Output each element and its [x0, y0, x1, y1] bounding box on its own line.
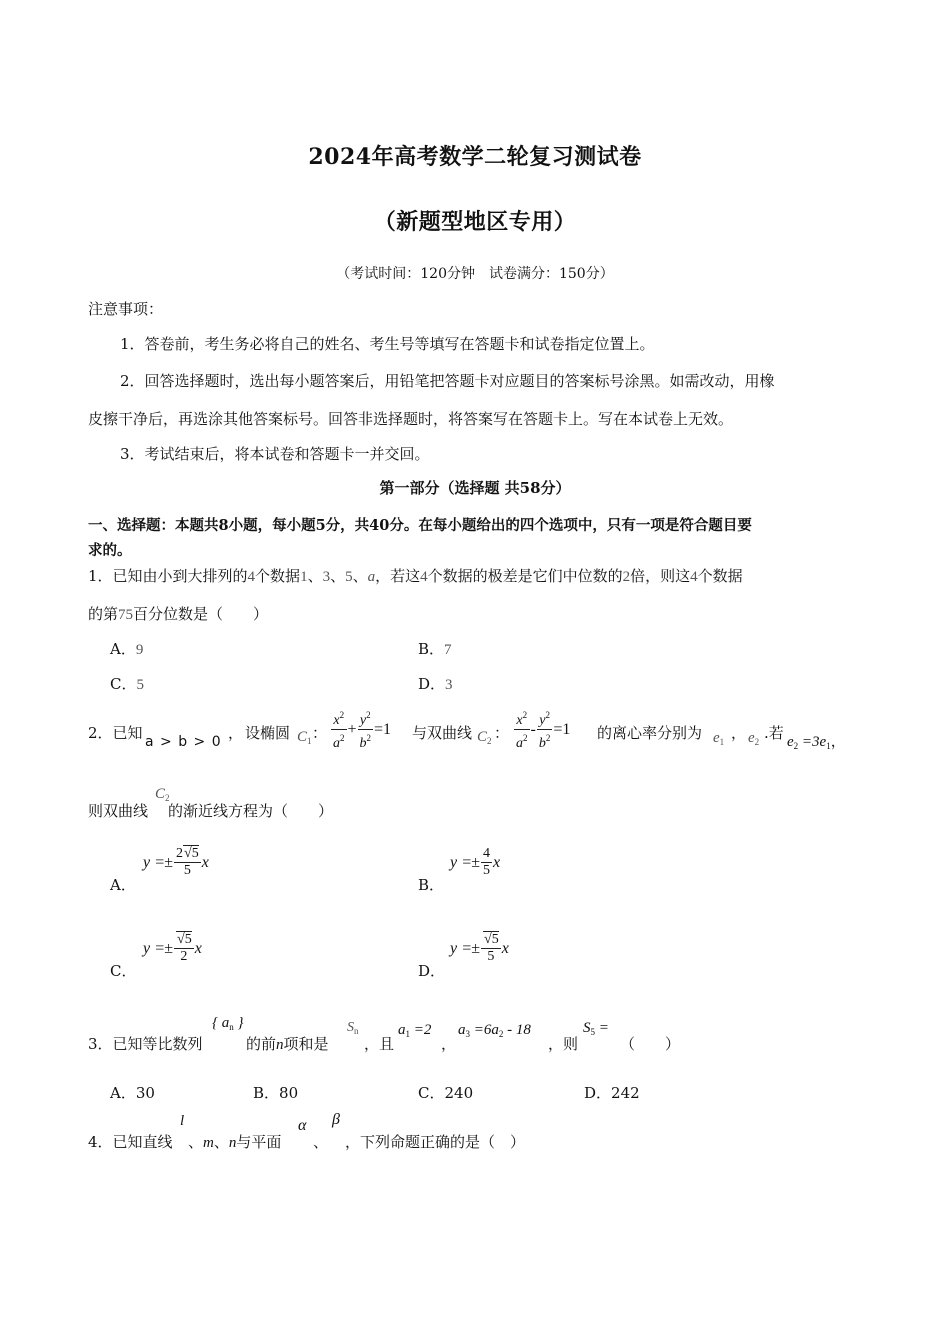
ellipse-equation: $\frac{x^2}{a^2}$ + $\frac{y^2}{b^2}$ =1 — [330, 707, 391, 752]
condition-a1: $a_1 =2$ — [398, 1022, 432, 1039]
condition-a3: $a_3 =6a_2 - 18$ — [458, 1022, 531, 1039]
question-1-option-a[interactable]: A．9 — [110, 640, 144, 658]
sum-sn: $S_n$ — [347, 1020, 359, 1036]
question-1-line-1: 1．已知由小到大排列的4个数据1、3、5、a，若这4个数据的极差是它们中位数的2倍，则这4个数据 — [88, 567, 743, 585]
question-3-option-a[interactable]: A．30 — [110, 1084, 155, 1102]
question-2-option-a-label[interactable]: A． — [110, 876, 136, 894]
question-1-line-2: 的第75百分位数是（ ） — [88, 605, 269, 623]
part-heading: 第一部分（选择题 共58分） — [379, 479, 571, 497]
question-2-condition: a > b > 0 — [145, 734, 222, 750]
question-3-comma: ， — [441, 1035, 457, 1053]
target-s5: $S_5$ = — [583, 1020, 609, 1037]
page-subtitle: （新题型地区专用） — [373, 209, 577, 235]
sequence-an: { $a_n$ } — [212, 1015, 244, 1032]
question-4-mid: 、m、n与平面 — [188, 1133, 282, 1151]
eccentricity-e1: $e_1$ — [713, 730, 725, 747]
exam-page: 2024年高考数学二轮复习测试卷 （新题型地区专用） （考试时间：120分钟 试卷满分：150分） 注意事项： 1．答卷前，考生务必将自己的姓名、考生号等填写在答题卡和试卷指定位置上。 2．回答选择题时，选出每小题答案后，用铅笔把答题卡对应题目的答案标号涂黑。如需改动，用橡 皮擦干净后，再选涂其他答案标号。回答非选择题时，将答案写在答题卡上。写在本试卷上无效。 3．考试结束后，将本试卷和答题卡一并交回。 第一部分（选择题 共58分） 一、选择题：本题共8小题，每小题5分，共40分。在每小题给出的四个选项中，只有一项是符合题目要 求的。 1．已知由小到大排列的4个数据1、3、5、a，若这4个数据的极差是它们中位数的2倍，则这4个数据 的第75百分位数是（ ） A．9 B．7 C．5 D．3 2．已知 a > b > 0 ， 设椭圆 $C_1$ ： $\frac{x^2}{a^2}$ + $\frac{y^2}{b^2}$ =1 与双曲线 $C_2$ ： $\frac{x^2}{a^2}$ - $\frac{y^2}{b^2}$ =1 的离心率分别为 $e_1$ ， $e_2$ .若 $e_2 =3e_1$， $C_2$ 则双曲线 的渐近线方程为（ ） A． y =± $\frac{2√5}{5}$ x B． y =± $\frac{4}{5}$ x C． y =± $\frac{√5}{2}$ x D． y =± $\frac{√5}{5}$ x 3．已知等比数列 { $a_n$ } 的前n项和是 $S_n$ ，且 $a_1 =2$ ， $a_3 =6a_2 - 18$ ，则 $S_5$ = （ ） A．30 B．80 C．240 D．242 4．已知直线 l 、m、n与平面 α 、 β ，下列命题正确的是（ ） — [0, 0, 950, 1344]
question-2-line-2: 则双曲线 的渐近线方程为（ ） — [88, 802, 334, 820]
section-heading-line-2: 求的。 — [88, 542, 132, 559]
question-2-option-c-label[interactable]: C． — [110, 962, 137, 980]
note-item-1: 1．答卷前，考生务必将自己的姓名、考生号等填写在答题卡和试卷指定位置上。 — [120, 335, 655, 353]
notes-heading: 注意事项： — [88, 300, 164, 318]
question-3-then: ，则 — [548, 1035, 579, 1053]
question-2-hyper-text: 与双曲线 — [412, 724, 473, 742]
question-3-and: ，且 — [364, 1035, 395, 1053]
question-2-option-a[interactable]: y =± $\frac{2√5}{5}$ x — [143, 846, 209, 878]
question-3-option-c[interactable]: C．240 — [418, 1084, 474, 1102]
eccentricity-e2: $e_2$ — [748, 730, 760, 747]
question-2-ellipse-text: 设椭圆 — [245, 724, 291, 742]
question-1-option-b[interactable]: B．7 — [418, 640, 452, 658]
question-2-option-d[interactable]: y =± $\frac{√5}{5}$ x — [450, 932, 509, 964]
question-3-option-d[interactable]: D．242 — [584, 1084, 640, 1102]
ellipse-c1: $C_1$ — [297, 729, 312, 746]
note-item-2-line-2: 皮擦干净后，再选涂其他答案标号。回答非选择题时，将答案写在答题卡上。写在本试卷上无效。 — [88, 410, 734, 428]
question-3-option-b[interactable]: B．80 — [253, 1084, 299, 1102]
note-item-2-line-1: 2．回答选择题时，选出每小题答案后，用铅笔把答题卡对应题目的答案标号涂黑。如需改动，用橡 — [120, 372, 775, 390]
question-3-post: （ ） — [620, 1035, 681, 1053]
question-2-ecc-text: 的离心率分别为 — [597, 724, 703, 742]
plane-alpha: α — [298, 1117, 307, 1134]
question-2-prefix: 2．已知 — [88, 724, 143, 742]
question-2-comma: ， — [228, 724, 244, 742]
question-2-option-b-label[interactable]: B． — [418, 876, 445, 894]
hyperbola-equation: $\frac{x^2}{a^2}$ - $\frac{y^2}{b^2}$ =1 — [513, 707, 570, 752]
question-1-option-d[interactable]: D．3 — [418, 675, 453, 693]
exam-info: （考试时间：120分钟 试卷满分：150分） — [336, 266, 614, 282]
question-3-mid: 的前n项和是 — [246, 1035, 329, 1053]
hyperbola-c2: $C_2$ — [477, 729, 492, 746]
question-2-option-d-label[interactable]: D． — [418, 962, 446, 980]
question-2-option-c[interactable]: y =± $\frac{√5}{2}$ x — [143, 932, 202, 964]
line-l: l — [180, 1113, 185, 1129]
question-2-option-b[interactable]: y =± $\frac{4}{5}$ x — [450, 846, 501, 878]
eccentricity-relation: $e_2 =3e_1$， — [787, 734, 846, 751]
question-4-prefix: 4．已知直线 — [88, 1133, 173, 1151]
question-1-option-c[interactable]: C．5 — [110, 675, 144, 693]
question-3-prefix: 3．已知等比数列 — [88, 1035, 203, 1053]
section-heading-line-1: 一、选择题：本题共8小题，每小题5分，共40分。在每小题给出的四个选项中，只有一项是符合题目要 — [88, 517, 752, 534]
plane-beta: β — [332, 1111, 340, 1128]
note-item-3: 3．考试结束后，将本试卷和答题卡一并交回。 — [120, 445, 430, 463]
question-4-post: ，下列命题正确的是（ ） — [345, 1133, 526, 1151]
hyperbola-c2-line-2: $C_2$ — [155, 786, 170, 803]
page-title: 2024年高考数学二轮复习测试卷 — [308, 144, 642, 170]
